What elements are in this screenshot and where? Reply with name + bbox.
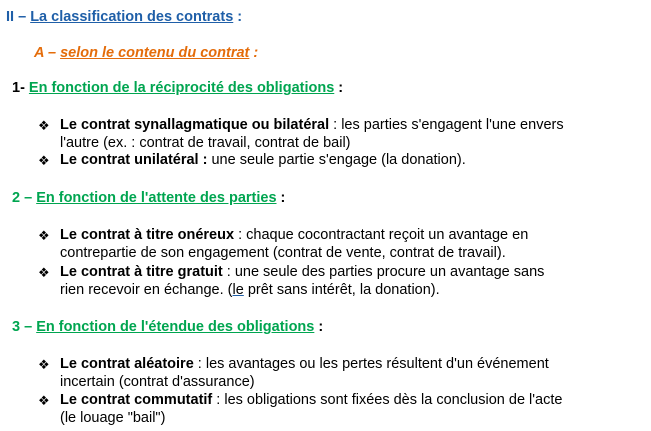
section-3-number: 3 – <box>12 319 37 335</box>
bullet-icon: ❖ <box>38 393 50 408</box>
item-text: : les obligations sont fixées dès la conclusion de l'acte <box>212 392 563 408</box>
list-item <box>60 356 549 373</box>
section-3-suffix: : <box>314 319 324 335</box>
item-term: Le contrat à titre gratuit <box>60 264 223 280</box>
section-1-number: 1- <box>12 80 29 96</box>
item-term: Le contrat synallagmatique ou bilatéral <box>60 117 330 133</box>
section-2-number: 2 – <box>12 190 37 206</box>
item-text-line2: contrepartie de son engagement (contrat de vente, contrat de travail). <box>60 245 506 261</box>
list-item <box>60 227 528 244</box>
section-2-title: En fonction de l'attente des parties <box>36 190 277 206</box>
heading-a-suffix: : <box>249 45 259 61</box>
heading-a-prefix: A – <box>34 45 61 61</box>
section-2-heading <box>12 190 285 207</box>
item-text: : les parties s'engagent l'une envers <box>329 117 564 133</box>
item-text-line2: (le louage "bail") <box>60 410 166 426</box>
section-1-suffix: : <box>334 80 344 96</box>
item-text-line2 <box>60 282 440 299</box>
item-text-underlined-word: le <box>232 282 244 298</box>
list-item <box>60 117 564 134</box>
list-item <box>60 152 466 169</box>
item-text-part: rien recevoir en échange. ( <box>60 282 233 298</box>
item-text: : une seule des parties procure un avantage sans <box>222 264 545 280</box>
section-3-heading <box>12 319 323 336</box>
list-item <box>60 264 544 281</box>
bullet-icon: ❖ <box>38 265 50 280</box>
section-1-title: En fonction de la réciprocité des obligations <box>28 80 335 96</box>
item-text: une seule partie s'engage (la donation). <box>207 152 466 168</box>
section-1-heading <box>12 80 343 97</box>
bullet-icon: ❖ <box>38 228 50 243</box>
item-text-line2: incertain (contrat d'assurance) <box>60 374 255 390</box>
section-2-suffix: : <box>276 190 286 206</box>
item-term: Le contrat aléatoire <box>60 356 194 372</box>
heading-a-title: selon le contenu du contrat <box>60 45 250 61</box>
item-term: Le contrat commutatif <box>60 392 213 408</box>
item-text-part: prêt sans intérêt, la donation). <box>243 282 440 298</box>
section-3-title: En fonction de l'étendue des obligations <box>36 319 315 335</box>
bullet-icon: ❖ <box>38 357 50 372</box>
item-text-line2: l'autre (ex. : contrat de travail, contrat de bail) <box>60 135 351 151</box>
heading-ii-prefix: II – <box>6 9 31 25</box>
heading-ii-title: La classification des contrats <box>30 9 234 25</box>
item-text: : les avantages ou les pertes résultent d'un événement <box>193 356 549 372</box>
list-item <box>60 392 562 409</box>
heading-ii-suffix: : <box>233 9 243 25</box>
bullet-icon: ❖ <box>38 153 50 168</box>
heading-ii <box>6 9 242 26</box>
bullet-icon: ❖ <box>38 118 50 133</box>
item-term: Le contrat unilatéral : <box>60 152 208 168</box>
item-term: Le contrat à titre onéreux <box>60 227 235 243</box>
item-text: : chaque cocontractant reçoit un avantage en <box>234 227 529 243</box>
heading-a <box>34 45 258 62</box>
